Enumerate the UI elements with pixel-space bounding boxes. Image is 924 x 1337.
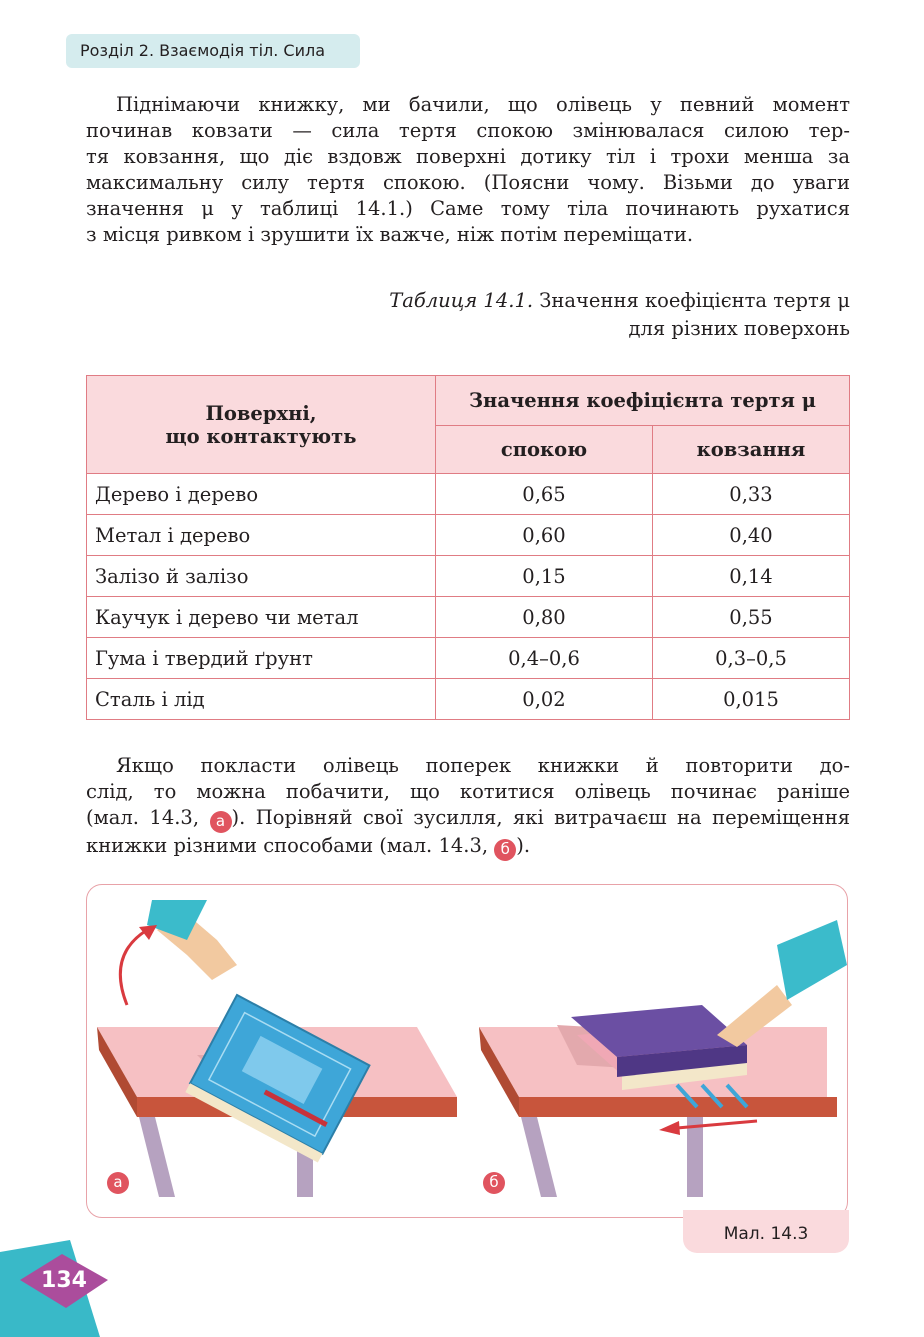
cell-rest: 0,60 [436, 515, 653, 556]
text-line: (мал. 14.3, а ). Порівняй свої зусилля, які витрачаєш на переміщення книжки різними способами (мал. 14.3, б ). [86, 806, 850, 857]
text-line: з місця ривком і зрушити їх важче, ніж потім переміщати. [86, 223, 694, 246]
header-sliding: ковзання [653, 426, 850, 474]
header-rest: спокою [436, 426, 653, 474]
friction-table [86, 375, 850, 720]
cell-surface: Каучук і дерево чи метал [87, 597, 436, 638]
cell-rest: 0,15 [436, 556, 653, 597]
page-number: 134 [41, 1268, 87, 1293]
cell-sliding: 0,40 [653, 515, 850, 556]
cell-sliding: 0,3–0,5 [653, 638, 850, 679]
cell-sliding: 0,55 [653, 597, 850, 638]
figure-illustration [87, 885, 847, 1216]
cell-rest: 0,02 [436, 679, 653, 720]
table-row [87, 597, 850, 638]
cell-surface: Сталь і лід [87, 679, 436, 720]
paragraph-intro [86, 92, 850, 248]
table-row [87, 474, 850, 515]
panel-b-illustration [479, 920, 847, 1197]
marker-b: б [483, 1172, 505, 1194]
figure-14-3 [86, 884, 848, 1218]
text-line: максимальну силу тертя спокою. (Поясни чому. Візьми до уваги [86, 171, 850, 194]
text-line: тя ковзання, що діє вздовж поверхні дотику тіл і трохи менша за [86, 145, 850, 168]
cell-sliding: 0,14 [653, 556, 850, 597]
badge-b: б [494, 839, 516, 861]
table-caption-line2: для різних поверхонь [628, 317, 850, 340]
marker-a: а [107, 1172, 129, 1194]
figure-label: Мал. 14.3 [683, 1210, 849, 1253]
badge-a: а [210, 811, 232, 833]
cell-surface: Залізо й залізо [87, 556, 436, 597]
cell-rest: 0,80 [436, 597, 653, 638]
cell-rest: 0,4–0,6 [436, 638, 653, 679]
table-row [87, 515, 850, 556]
chapter-header: Розділ 2. Взаємодія тіл. Сила [66, 34, 360, 68]
cell-sliding: 0,015 [653, 679, 850, 720]
cell-surface: Дерево і дерево [87, 474, 436, 515]
table-row [87, 556, 850, 597]
cell-surface: Гума і твердий ґрунт [87, 638, 436, 679]
header-surfaces: Поверхні, що контактують [87, 376, 436, 474]
cell-sliding: 0,33 [653, 474, 850, 515]
table-caption-label: Таблиця 14.1. [389, 289, 534, 312]
text-line: починав ковзати — сила тертя спокою змінювалася силою тер- [86, 119, 850, 142]
table-caption [389, 287, 850, 343]
text-line: значення μ у таблиці 14.1.) Саме тому тіла починають рухатися [86, 197, 850, 220]
text-line: слід, то можна побачити, що котитися олівець починає раніше [86, 780, 850, 803]
text-line: Якщо покласти олівець поперек книжки й повторити до- [116, 754, 850, 777]
text-line: Піднімаючи книжку, ми бачили, що олівець у певний момент [116, 93, 850, 116]
cell-rest: 0,65 [436, 474, 653, 515]
table-caption-line1: Значення коефіцієнта тертя μ [539, 289, 850, 312]
panel-a-illustration [97, 900, 457, 1197]
paragraph-pencil [86, 753, 850, 861]
table-row [87, 679, 850, 720]
cell-surface: Метал і дерево [87, 515, 436, 556]
header-coefficient: Значення коефіцієнта тертя μ [436, 376, 850, 426]
table-row [87, 638, 850, 679]
